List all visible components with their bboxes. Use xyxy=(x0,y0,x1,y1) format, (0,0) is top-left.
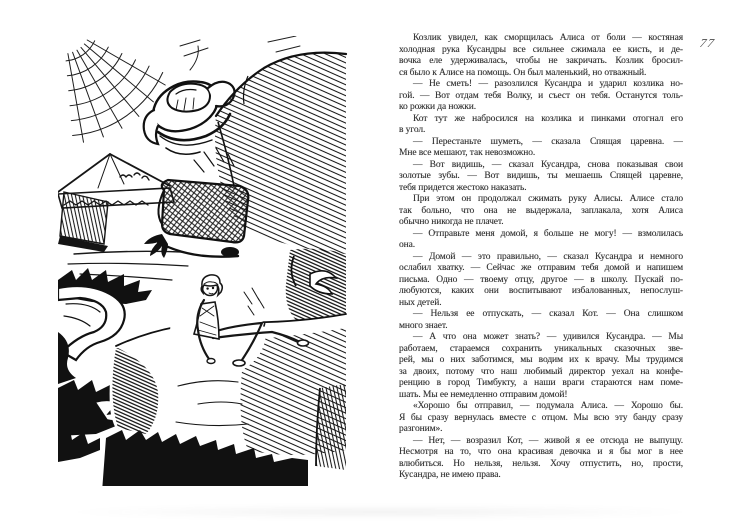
text-line: рей, мы о них заботимся, мы водим их к врачу. Мы трудимся xyxy=(399,355,683,365)
text-line: — Нельзя ее отпускать, — сказал Кот. — Она слишком xyxy=(413,309,683,319)
text-line: — Отправьте меня домой, я больше не могу! — взмолилась xyxy=(413,228,683,239)
text-line: ных детей. xyxy=(399,297,442,308)
text-line: любуются, каких они воспитывают избалованных, непослуш- xyxy=(399,286,683,296)
text-line: за двоих, потому что наш любимый директор уехал на конфе- xyxy=(399,366,683,377)
text-line: шать. Мы ее немедленно отправим домой! xyxy=(399,389,568,400)
text-line: так больно, что она не выдержала, заплакала, хотя Алиса xyxy=(399,205,683,216)
text-line: Несмотря на то, что она красивая девочка и я бы мог в нее xyxy=(399,447,683,457)
text-line: «Хорошо бы отправил, — подумала Алиса. — Хорошо бы. xyxy=(413,401,683,411)
text-line: вочка еле удерживалась, чтобы не закричать. Козлик бросил- xyxy=(399,56,683,66)
text-line: она. xyxy=(399,240,416,250)
text-line: ренцию в город Тимбукту, а наши враги стараются нам поме- xyxy=(399,378,683,388)
text-line: работаем, стараемся сохранить уникальных сказочных зве- xyxy=(399,343,683,354)
text-line: влюбиться. Но нельзя, нельзя. Хочу отпустить, но, прости, xyxy=(399,458,683,469)
text-line: тебя придется жестоко наказать. xyxy=(399,182,527,193)
text-line: ко рожки да ножки. xyxy=(399,102,477,112)
text-line: — Вот видишь, — сказал Кусандра, снова показывая свои xyxy=(413,159,683,170)
book-illustration xyxy=(58,36,348,486)
text-column xyxy=(399,33,683,482)
page-number: 77 xyxy=(698,36,717,50)
text-line: гой. — Вот отдам тебя Волку, и съест он тебя. Останутся толь- xyxy=(399,90,683,101)
text-line: — Не сметь! — разозлился Кусандра и ударил козлика но- xyxy=(413,79,683,89)
text-line: — Перестаньте шуметь, — сказала Спящая царевна. — xyxy=(413,136,683,147)
text-line: Я бы сразу вернулась вместе с отцом. Мы всю эту банду сразу xyxy=(399,412,683,423)
text-line: Мне все мешают, так невозможно. xyxy=(399,148,536,158)
text-line: При этом он продолжал сжимать руку Алисы. Алисе стало xyxy=(413,194,683,204)
text-line: много знает. xyxy=(399,320,448,331)
text-line: — Нет, — возразил Кот, — живой я ее отсюда не выпущу. xyxy=(413,435,683,446)
illustration-muzzle xyxy=(144,148,248,258)
text-line: обычно никогда не плачет. xyxy=(399,217,504,227)
text-line: разгоним». xyxy=(399,424,443,434)
text-line: золотые зубы. — Вот видишь, ты мешаешь Спящей царевне, xyxy=(399,171,683,181)
text-line: в угол. xyxy=(399,125,426,135)
text-line: Козлик увидел, как сморщилась Алиса от боли — костяная xyxy=(413,33,683,43)
text-line: Кот тут же набросился на козлика и пинками отогнал его xyxy=(413,113,683,124)
text-line: письма. Одно — твоему отцу, другое — в школу. Пускай по- xyxy=(399,274,683,285)
text-line: Кусандра, не имею права. xyxy=(399,470,501,480)
text-line: ся было к Алисе на помощь. Он был маленький, но отважный. xyxy=(399,67,647,78)
scan-shadow xyxy=(60,505,700,519)
text-line: — Домой — это правильно, — сказал Кусандра и немного xyxy=(413,251,683,262)
text-line: — А что она может знать? — удивился Кусандра. — Мы xyxy=(413,332,683,342)
text-line: ослабил хватку. — Сейчас же отправим тебя домой и напишем xyxy=(399,263,683,273)
text-line: холодная рука Кусандры все сильнее сжимала ее кисть, и де- xyxy=(399,44,683,55)
